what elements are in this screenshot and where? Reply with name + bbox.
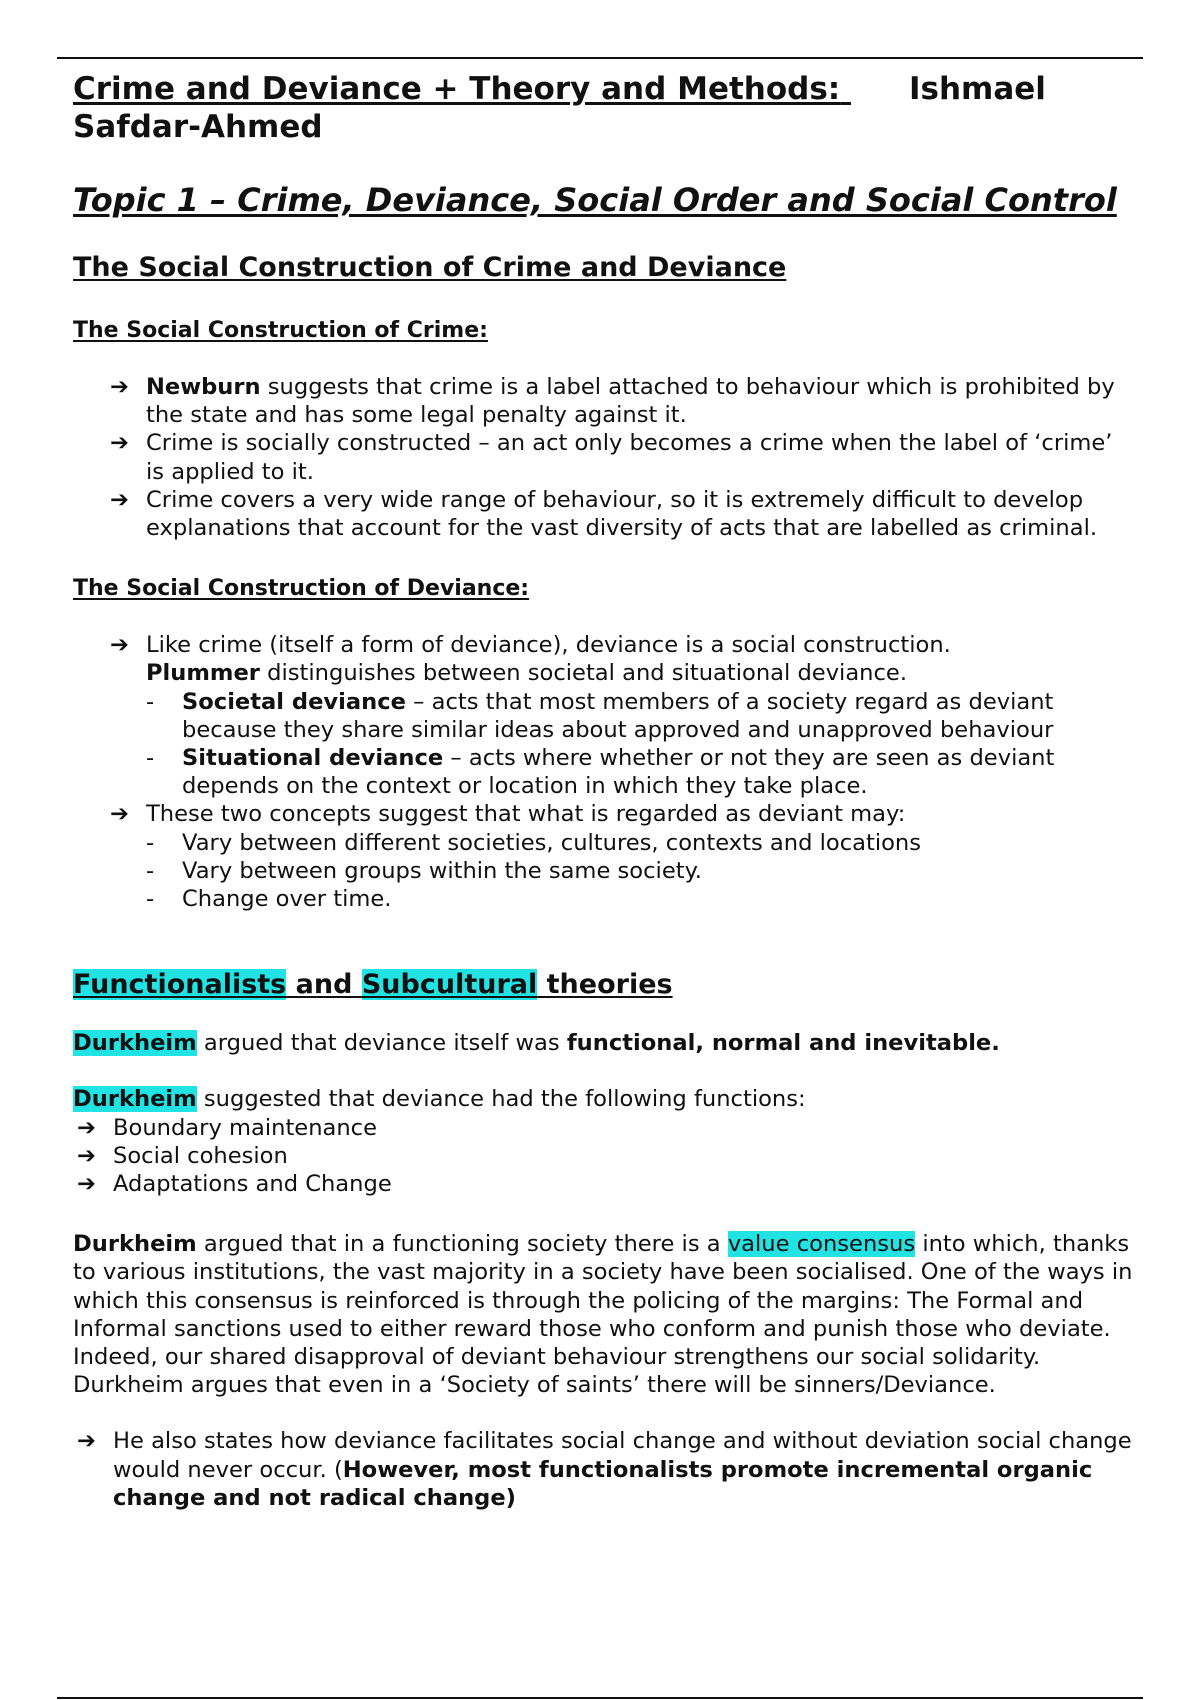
arrow-right-icon: ➔ [110,801,129,828]
arrow-right-icon: ➔ [77,1114,96,1141]
subheading-crime: The Social Construction of Crime: [73,318,488,343]
paragraph: Durkheim argued that deviance itself was functional, normal and inevitable. [73,1030,1000,1057]
topic-heading: Topic 1 – Crime, Deviance, Social Order and Social Control [73,181,1117,219]
list-item: - Societal deviance – acts that most members of a society regard as deviant because they share similar ideas about approved and unapproved behaviour [146,688,1054,743]
title-text: Crime and Deviance + Theory and Methods: [73,71,841,107]
list-item: - Vary between groups within the same society. [146,857,702,884]
arrow-right-icon: ➔ [110,374,129,400]
arrow-right-icon: ➔ [110,486,129,513]
dash-bullet: - [146,857,155,884]
highlight: Durkheim [73,1030,197,1057]
subheading-deviance: The Social Construction of Deviance: [73,576,530,602]
arrow-right-icon: ➔ [77,1428,96,1455]
highlight: value consensus [727,1231,916,1258]
section-heading-functionalists: Functionalists and Subcultural theories [73,969,673,1001]
list-item: ➔ Newburn suggests that crime is a label attached to behaviour which is prohibited by the state and has some legal penalty against it. [110,374,1115,429]
final-bullet-list [73,1427,1133,1512]
top-rule [57,57,1143,59]
list-item: ➔ Boundary maintenance [77,1114,378,1141]
author-name: Newburn [146,374,261,400]
list-item: - Situational deviance – acts where whether or not they are seen as deviant depends on the context or location in which they take place. [146,745,1055,800]
list-item: ➔ He also states how deviance facilitates social change and without deviation social change would never occur. (However, most functionalists promote incremental organic change and not radical change) [77,1428,1132,1511]
list-item: ➔ Social cohesion [77,1142,288,1169]
deviance-bullet-list [73,631,1133,913]
term: Situational deviance [182,745,444,772]
list-item: ➔ Adaptations and Change [77,1171,392,1198]
crime-bullet-list [73,373,1133,542]
functions-list [73,1114,1133,1199]
arrow-right-icon: ➔ [77,1142,96,1169]
author-first: Ishmael [909,71,1046,107]
paragraph: Durkheim argued that in a functioning society there is a value consensus into which, thanks to various institutions, the vast majority in a society have been socialised. One of the ways in which this consensus is reinforced is through the policing of the margins: The Formal and Informal sanctions used to either reward those who conform and punish those who deviate. Indeed, our shared disapproval of deviant behaviour strengthens our social solidarity. Durkheim argues that even in a ‘Society of saints’ there will be sinners/Deviance. [73,1231,1133,1399]
arrow-right-icon: ➔ [110,430,129,457]
list-item: - Vary between different societies, cultures, contexts and locations [146,829,922,856]
highlight: Subcultural [361,969,538,1001]
dash-bullet: - [146,688,155,715]
highlight: Durkheim [73,1086,197,1113]
list-item: ➔ Like crime (itself a form of deviance), deviance is a social construction. Plummer distinguishes between societal and situational deviance. [110,632,951,687]
bottom-rule [57,1697,1143,1699]
list-item: ➔ These two concepts suggest that what is regarded as deviant may: [110,801,906,828]
term: Societal deviance [182,688,406,715]
list-item: ➔ Crime is socially constructed – an act only becomes a crime when the label of ‘crime’ is applied to it. [110,430,1113,485]
list-item: - Change over time. [146,886,392,913]
dash-bullet: - [146,886,155,913]
dash-bullet: - [146,829,155,856]
arrow-right-icon: ➔ [110,632,129,659]
document-page [73,70,1133,1512]
list-item: ➔ Crime covers a very wide range of behaviour, so it is extremely difficult to develop explanations that account for the vast diversity of acts that are labelled as criminal. [110,486,1098,542]
paragraph: Durkheim suggested that deviance had the following functions: [73,1086,806,1113]
arrow-right-icon: ➔ [77,1171,96,1198]
author-name: Plummer [146,660,260,687]
author-last: Safdar-Ahmed [73,109,323,145]
section-heading-social-construction: The Social Construction of Crime and Deviance [73,252,787,283]
dash-bullet: - [146,745,155,772]
document-title [73,70,1133,146]
highlight: Functionalists [73,969,287,1001]
